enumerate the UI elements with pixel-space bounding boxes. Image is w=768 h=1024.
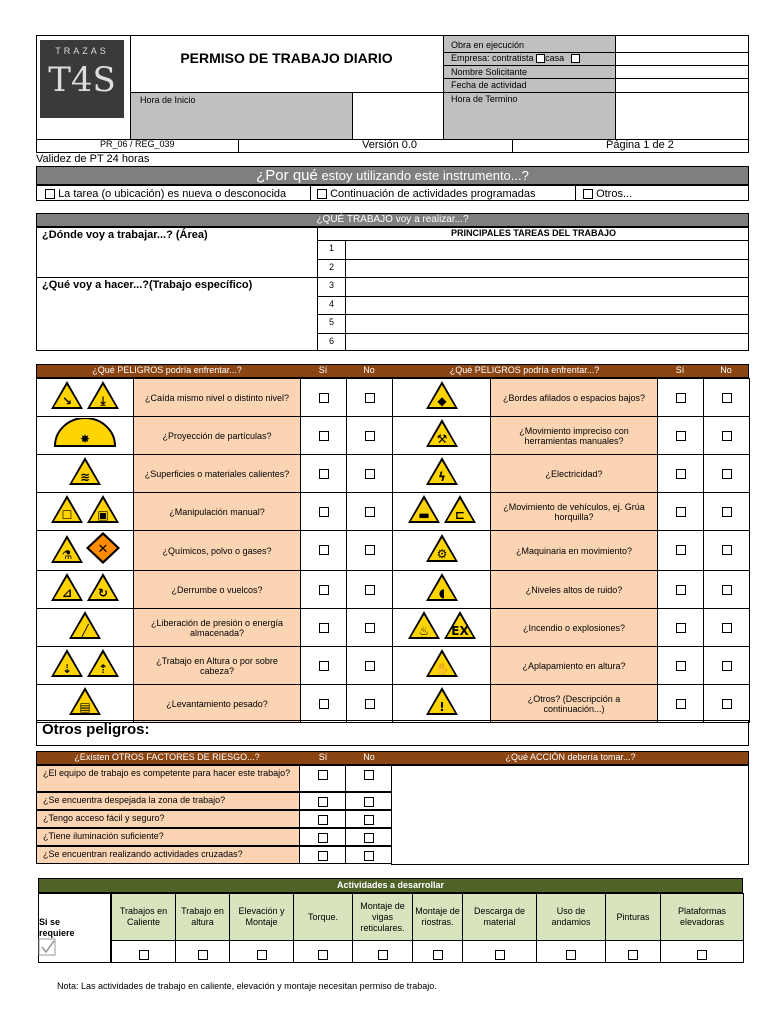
fall-icon <box>85 379 121 416</box>
nombre-label: Nombre Solicitante <box>451 67 528 77</box>
checkbox[interactable] <box>319 699 329 709</box>
checkbox[interactable] <box>364 815 374 825</box>
tarea-number: 1 <box>328 243 334 253</box>
que-label: ¿Qué voy a hacer...?(Trabajo específico) <box>42 279 253 291</box>
peligros-title-right: ¿Qué PELIGROS podría enfrentar...? <box>449 365 600 375</box>
actividad-checkbox-cell[interactable] <box>605 940 661 963</box>
checkbox[interactable] <box>676 623 686 633</box>
casa-checkbox[interactable] <box>571 54 580 63</box>
hazard-si-right[interactable] <box>658 493 704 531</box>
hazard-label-right: ¿Maquinaria en movimiento? <box>491 531 658 571</box>
hazard-icons-left <box>37 531 134 571</box>
hazard-no-right[interactable] <box>704 685 750 723</box>
slip-icon <box>49 379 85 416</box>
trabajo-header: ¿QUÉ TRABAJO voy a realizar...? <box>36 213 749 227</box>
checkbox[interactable] <box>676 431 686 441</box>
actividad-col-label: Trabajo en altura <box>175 893 230 941</box>
actividad-checkbox-cell[interactable] <box>352 940 413 963</box>
hazard-si-left[interactable] <box>301 455 347 493</box>
checkbox[interactable] <box>319 545 329 555</box>
checkbox[interactable] <box>365 431 375 441</box>
hazard-no-left[interactable] <box>347 571 393 609</box>
actividad-col-label: Plataformas elevadoras <box>660 893 744 941</box>
fire-icon <box>406 609 442 646</box>
checkbox[interactable] <box>722 623 732 633</box>
hazard-no-right[interactable] <box>704 609 750 647</box>
checkbox[interactable] <box>676 585 686 595</box>
peligros-no-right: No <box>720 365 732 375</box>
hazard-si-right[interactable] <box>658 571 704 609</box>
page-title: PERMISO DE TRABAJO DIARIO <box>180 50 393 66</box>
hazard-no-left[interactable] <box>347 685 393 723</box>
hora-inicio-label: Hora de Inicio <box>140 95 196 105</box>
svg-text:◆: ◆ <box>436 394 447 408</box>
checkbox[interactable] <box>319 393 329 403</box>
hazard-no-right[interactable] <box>704 417 750 455</box>
factor-row: ¿Se encuentran realizando actividades cruzadas? <box>36 846 300 864</box>
tarea-input[interactable] <box>346 259 749 277</box>
checkbox[interactable] <box>318 950 328 960</box>
hazard-no-left[interactable] <box>347 531 393 571</box>
checkbox[interactable] <box>722 507 732 517</box>
hazard-icons-left <box>37 379 134 417</box>
hazard-icons-right <box>393 493 491 531</box>
checkbox[interactable] <box>319 585 329 595</box>
hazard-si-left[interactable] <box>301 685 347 723</box>
hazard-row <box>37 379 750 417</box>
actividad-col-label: Pinturas <box>605 893 661 941</box>
actividad-checkbox-cell[interactable] <box>229 940 294 963</box>
svg-text:⇣: ⇣ <box>61 662 73 676</box>
nueva-checkbox[interactable] <box>45 189 55 199</box>
factor-si[interactable] <box>299 792 346 810</box>
hazard-no-right[interactable] <box>704 379 750 417</box>
actividad-checkbox-cell[interactable] <box>462 940 537 963</box>
svg-text:⊏: ⊏ <box>454 508 465 522</box>
otros-peligros-label: Otros peligros: <box>42 721 150 738</box>
checkbox[interactable] <box>495 950 505 960</box>
hazard-label-right: ¿Bordes afilados o espacios bajos? <box>491 379 658 417</box>
factor-no[interactable] <box>345 828 392 846</box>
crush-icon <box>424 647 460 684</box>
svg-text:☐: ☐ <box>61 508 73 522</box>
checkbox[interactable] <box>319 469 329 479</box>
tareas-title: PRINCIPALES TAREAS DEL TRABAJO <box>450 228 616 238</box>
heavy-lift-icon <box>67 685 103 722</box>
hazard-icons-right <box>393 571 491 609</box>
manual-handling-icon <box>49 493 85 530</box>
donde-label: ¿Dónde voy a trabajar...? (Área) <box>42 229 208 241</box>
logo-text-main: T4S <box>48 60 116 100</box>
hazard-si-left[interactable] <box>301 647 347 685</box>
checkbox[interactable] <box>365 393 375 403</box>
svg-text:▬: ▬ <box>417 508 430 522</box>
obra-label: Obra en ejecución <box>451 40 525 50</box>
hazard-no-left[interactable] <box>347 493 393 531</box>
hazard-icons-left <box>37 417 134 455</box>
hora-inicio-field[interactable] <box>353 92 443 139</box>
hazard-no-right[interactable] <box>704 531 750 571</box>
hazard-si-left[interactable] <box>301 379 347 417</box>
checkbox[interactable] <box>676 469 686 479</box>
peligros-no-left: No <box>363 365 375 375</box>
factor-row: ¿Tiene iluminación suficiente? <box>36 828 300 846</box>
hazard-icons-right <box>393 379 491 417</box>
fecha-label: Fecha de actividad <box>451 80 527 90</box>
empresa-label: Empresa: contratista casa <box>451 53 580 63</box>
hazard-row <box>37 455 750 493</box>
hazard-label-left: ¿Trabajo en Altura o por sobre cabeza? <box>134 647 301 685</box>
hazard-row <box>37 647 750 685</box>
checkbox[interactable] <box>139 950 149 960</box>
hazard-si-right[interactable] <box>658 531 704 571</box>
overhead-icon <box>85 647 121 684</box>
contratista-checkbox[interactable] <box>536 54 545 63</box>
tarea-number: 2 <box>328 261 334 272</box>
actividad-checkbox-cell[interactable] <box>293 940 353 963</box>
hazard-icons-left <box>37 493 134 531</box>
svg-text:⊿: ⊿ <box>61 586 73 600</box>
checkbox[interactable] <box>676 507 686 517</box>
hazard-row <box>37 531 750 571</box>
checkbox[interactable] <box>364 851 374 861</box>
checkbox[interactable] <box>365 699 375 709</box>
checkbox[interactable] <box>364 770 374 780</box>
logo <box>40 40 124 118</box>
electricity-icon <box>424 455 460 492</box>
actividad-col-label: Montaje de vigas reticulares. <box>352 893 413 941</box>
hot-surface-icon <box>67 455 103 492</box>
checkbox[interactable] <box>566 950 576 960</box>
hazard-row <box>37 609 750 647</box>
peligros-si-right: Sí <box>675 365 685 375</box>
tarea-input[interactable] <box>346 333 749 351</box>
hazard-icons-right <box>393 455 491 493</box>
actividad-checkbox-cell[interactable] <box>111 940 176 963</box>
exclamation-icon <box>424 685 460 722</box>
hazard-label-right: ¿Incendio o explosiones? <box>491 609 658 647</box>
checkbox[interactable] <box>433 950 443 960</box>
hazard-no-right[interactable] <box>704 571 750 609</box>
svg-text:▤: ▤ <box>79 700 91 714</box>
hazard-icons-right <box>393 685 491 723</box>
factores-title: ¿Existen OTROS FACTORES DE RIESGO...? <box>74 752 260 762</box>
hazard-icons-right <box>393 531 491 571</box>
svg-text:◖: ◖ <box>438 586 445 600</box>
hazard-row <box>37 571 750 609</box>
machinery-icon <box>424 532 460 569</box>
hazard-si-right[interactable] <box>658 609 704 647</box>
hazard-icons-left <box>37 685 134 723</box>
checkbox[interactable] <box>364 797 374 807</box>
hazard-icons-right <box>393 647 491 685</box>
checkbox[interactable] <box>365 661 375 671</box>
svg-text:ϟ: ϟ <box>437 470 446 484</box>
document-code: PR_06 / REG_039 <box>100 139 175 149</box>
hazard-row <box>37 685 750 723</box>
hazard-no-left[interactable] <box>347 609 393 647</box>
porque-options: La tarea (o ubicación) es nueva o desconocida Continuación de actividades programadas Otros... <box>36 185 749 201</box>
tarea-number: 6 <box>328 335 334 346</box>
hazard-icons-left <box>37 609 134 647</box>
svg-text:⇡: ⇡ <box>97 662 109 676</box>
hazard-label-left: ¿Liberación de presión o energía almacenada? <box>134 609 301 647</box>
checkbox[interactable] <box>198 950 208 960</box>
hora-termino-label: Hora de Termino <box>451 94 518 104</box>
hand-tools-icon <box>424 417 460 454</box>
tarea-input[interactable] <box>346 277 749 295</box>
hazard-no-right[interactable] <box>704 493 750 531</box>
hazard-no-right[interactable] <box>704 647 750 685</box>
factor-no[interactable] <box>345 792 392 810</box>
hazard-label-left: ¿Derrumbe o vuelcos? <box>134 571 301 609</box>
chemical-icon <box>49 533 85 570</box>
lifting-icon <box>85 493 121 530</box>
svg-text:✋: ✋ <box>434 662 449 676</box>
tarea-input[interactable] <box>346 314 749 332</box>
accion-textarea[interactable] <box>391 765 749 865</box>
hazard-icons-left <box>37 571 134 609</box>
checkbox[interactable] <box>722 469 732 479</box>
checkbox[interactable] <box>365 623 375 633</box>
peligros-table <box>36 378 750 723</box>
checkbox[interactable] <box>722 393 732 403</box>
pressure-icon <box>67 609 103 646</box>
hazard-icons-right <box>393 417 491 455</box>
factor-si[interactable] <box>299 846 346 864</box>
factor-row: ¿El equipo de trabajo es competente para hacer este trabajo? <box>36 765 300 792</box>
factor-no[interactable] <box>345 765 392 792</box>
checkbox[interactable] <box>365 585 375 595</box>
actividad-checkbox-cell[interactable] <box>175 940 230 963</box>
explosion-icon <box>442 609 478 646</box>
checkbox[interactable] <box>676 393 686 403</box>
hazard-si-left[interactable] <box>301 571 347 609</box>
factores-si: Sí <box>318 752 328 762</box>
factor-row: ¿Tengo acceso fácil y seguro? <box>36 810 300 828</box>
hazard-icons-right <box>393 609 491 647</box>
checkbox[interactable] <box>318 797 328 807</box>
hazard-no-right[interactable] <box>704 455 750 493</box>
checkbox[interactable] <box>257 950 267 960</box>
version: Versión 0.0 <box>362 139 418 151</box>
checkbox[interactable] <box>364 833 374 843</box>
hazard-si-right[interactable] <box>658 455 704 493</box>
checkbox[interactable] <box>319 661 329 671</box>
checkbox[interactable] <box>722 431 732 441</box>
actividad-col-label: Trabajos en Caliente <box>111 893 176 941</box>
page-number: Página 1 de 2 <box>606 139 674 151</box>
hazard-no-left[interactable] <box>347 379 393 417</box>
actividad-checkbox-cell[interactable] <box>412 940 463 963</box>
hazard-icons-left <box>37 647 134 685</box>
checkbox[interactable] <box>628 950 638 960</box>
checkbox[interactable] <box>319 431 329 441</box>
hazard-label-left: ¿Proyección de partículas? <box>134 417 301 455</box>
svg-text:↘: ↘ <box>61 394 73 408</box>
svg-text:≋: ≋ <box>79 470 91 484</box>
hazard-si-left[interactable] <box>301 609 347 647</box>
checkbox[interactable] <box>676 699 686 709</box>
factor-si[interactable] <box>299 765 346 792</box>
actividad-col-label: Uso de andamios <box>536 893 606 941</box>
factores-no: No <box>363 752 375 762</box>
nota-text: Nota: Las actividades de trabajo en caliente, elevación y montaje necesitan permiso de trabajo. <box>57 981 437 991</box>
svg-text:╱: ╱ <box>81 624 89 638</box>
si-requiere-label: Si se requiere <box>39 917 75 938</box>
checkbox[interactable] <box>318 770 328 780</box>
svg-text:↻: ↻ <box>97 586 109 600</box>
factor-row: ¿Se encuentra despejada la zona de trabajo? <box>36 792 300 810</box>
porque-header: ¿Por qué estoy utilizando este instrumento...? <box>36 166 749 185</box>
forklift-icon <box>442 493 478 530</box>
hazard-no-left[interactable] <box>347 455 393 493</box>
checkbox[interactable] <box>722 585 732 595</box>
factor-si[interactable] <box>299 828 346 846</box>
hazard-label-left: ¿Caída mismo nivel o distinto nivel? <box>134 379 301 417</box>
factor-no[interactable] <box>345 810 392 828</box>
sharp-edges-icon <box>424 379 460 416</box>
continuacion-checkbox[interactable] <box>317 189 327 199</box>
checkbox[interactable] <box>722 545 732 555</box>
checkbox[interactable] <box>319 507 329 517</box>
validez-text: Validez de PT 24 horas <box>36 153 150 165</box>
noise-icon <box>424 571 460 608</box>
svg-text:!: ! <box>438 700 445 714</box>
hazard-si-right[interactable] <box>658 685 704 723</box>
checkbox[interactable] <box>722 661 732 671</box>
tarea-number: 5 <box>328 317 334 327</box>
svg-text:♨: ♨ <box>418 624 429 638</box>
tarea-number: 4 <box>328 298 334 309</box>
hazard-si-left[interactable] <box>301 417 347 455</box>
collapse-icon <box>49 571 85 608</box>
tarea-input[interactable] <box>346 296 749 314</box>
hazard-icons-left <box>37 455 134 493</box>
hazard-label-left: ¿Superficies o materiales calientes? <box>134 455 301 493</box>
checkbox[interactable] <box>318 815 328 825</box>
hazard-si-left[interactable] <box>301 531 347 571</box>
hazard-si-right[interactable] <box>658 647 704 685</box>
hazard-row <box>37 493 750 531</box>
hazard-no-left[interactable] <box>347 647 393 685</box>
hazard-label-right: ¿Otros? (Descripción a continuación...) <box>491 685 658 723</box>
particles-icon <box>50 418 120 453</box>
actividad-col-label: Torque. <box>293 893 353 941</box>
svg-text:EX: EX <box>450 624 469 638</box>
hazard-si-left[interactable] <box>301 493 347 531</box>
peligros-title-left: ¿Qué PELIGROS podría enfrentar...? <box>92 365 242 375</box>
actividades-header: Actividades a desarrollar <box>38 878 743 893</box>
peligros-si-left: Sí <box>318 365 328 375</box>
hazard-row <box>37 417 750 455</box>
checkbox[interactable] <box>378 950 388 960</box>
svg-text:⚗: ⚗ <box>61 548 73 562</box>
actividad-col-label: Montaje de riostras. <box>412 893 463 941</box>
factor-si[interactable] <box>299 810 346 828</box>
hazard-label-right: ¿Movimiento impreciso con herramientas manuales? <box>491 417 658 455</box>
checkbox[interactable] <box>365 469 375 479</box>
harmful-icon <box>85 531 121 570</box>
checkbox[interactable] <box>318 833 328 843</box>
accion-title: ¿Qué ACCIÓN debería tomar...? <box>505 752 636 762</box>
hazard-label-right: ¿Electricidad? <box>491 455 658 493</box>
svg-text:⚙: ⚙ <box>436 547 447 561</box>
actividad-col-label: Elevación y Montaje <box>229 893 294 941</box>
checkbox[interactable] <box>676 661 686 671</box>
hazard-label-right: ¿Aplapamiento en altura? <box>491 647 658 685</box>
actividad-col-label: Descarga de material <box>462 893 537 941</box>
hazard-label-right: ¿Niveles altos de ruido? <box>491 571 658 609</box>
logo-text-top: TRAZAS <box>55 46 109 56</box>
rollover-icon <box>85 571 121 608</box>
hazard-si-right[interactable] <box>658 417 704 455</box>
hazard-label-left: ¿Químicos, polvo o gases? <box>134 531 301 571</box>
hazard-label-right: ¿Movimiento de vehículos, ej. Grúa horquilla? <box>491 493 658 531</box>
truck-icon <box>406 493 442 530</box>
checkmark-icon <box>38 938 56 961</box>
hazard-no-left[interactable] <box>347 417 393 455</box>
svg-text:✸: ✸ <box>79 432 91 446</box>
otros-checkbox[interactable] <box>583 189 593 199</box>
height-icon <box>49 647 85 684</box>
tarea-input[interactable] <box>346 240 749 258</box>
checkbox[interactable] <box>365 507 375 517</box>
svg-text:⚒: ⚒ <box>436 432 447 446</box>
hazard-label-left: ¿Levantamiento pesado? <box>134 685 301 723</box>
hazard-label-left: ¿Manipulación manual? <box>134 493 301 531</box>
checkbox[interactable] <box>318 851 328 861</box>
svg-text:✕: ✕ <box>97 542 109 557</box>
checkbox[interactable] <box>319 623 329 633</box>
actividad-checkbox-cell[interactable] <box>660 940 744 963</box>
checkbox[interactable] <box>676 545 686 555</box>
checkbox[interactable] <box>722 699 732 709</box>
svg-text:▣: ▣ <box>97 508 109 522</box>
svg-text:⤓: ⤓ <box>100 394 106 408</box>
checkbox[interactable] <box>365 545 375 555</box>
tarea-number: 3 <box>328 280 334 290</box>
hazard-si-right[interactable] <box>658 379 704 417</box>
actividad-checkbox-cell[interactable] <box>536 940 606 963</box>
factor-no[interactable] <box>345 846 392 864</box>
checkbox[interactable] <box>697 950 707 960</box>
